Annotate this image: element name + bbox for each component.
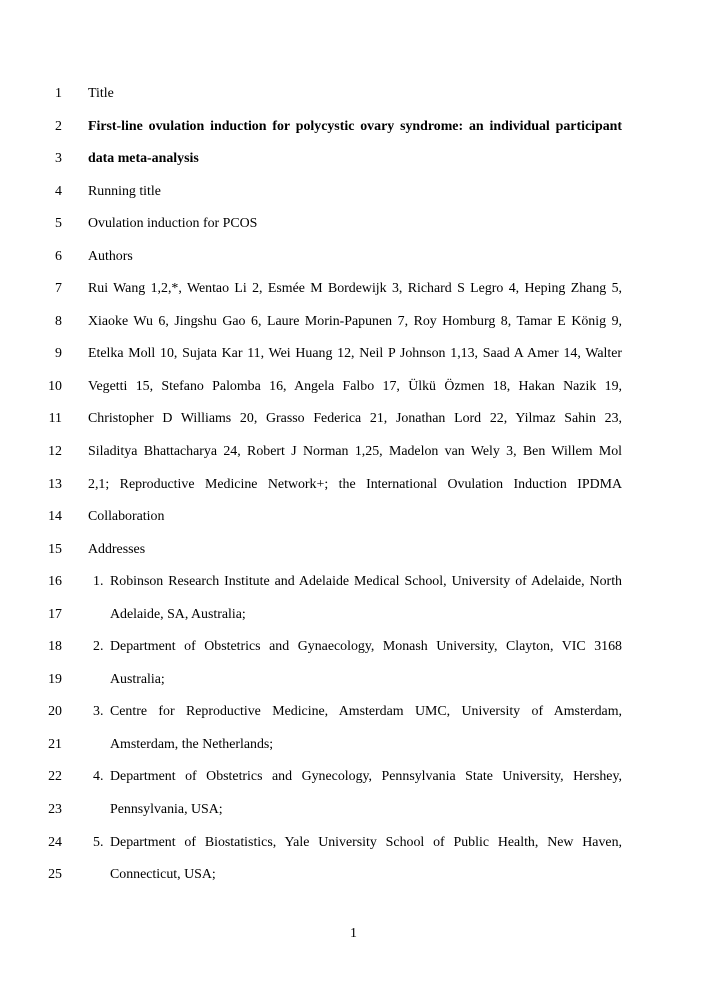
line-text	[88, 371, 622, 404]
list-marker: 5.	[93, 834, 104, 850]
page-number: 1	[350, 926, 357, 941]
line-number: 23	[48, 802, 62, 818]
line-text	[88, 403, 622, 436]
line-content: Siladitya Bhattacharya 24, Robert J Norman 1,25, Madelon van Wely 3, Ben Willem Mol	[88, 444, 622, 460]
line-number: 24	[48, 834, 62, 850]
manuscript-line	[0, 534, 707, 567]
line-content: Department of Biostatistics, Yale University School of Public Health, New Haven,	[110, 834, 622, 850]
line-text	[88, 338, 622, 371]
line-text	[88, 696, 622, 729]
line-content: Etelka Moll 10, Sujata Kar 11, Wei Huang 12, Neil P Johnson 1,13, Saad A Amer 14, Walter	[88, 346, 622, 362]
line-number: 6	[55, 248, 62, 264]
manuscript-line	[0, 143, 707, 176]
line-content: Ovulation induction for PCOS	[88, 216, 258, 232]
line-text	[88, 241, 622, 274]
line-content: Amsterdam, the Netherlands;	[110, 736, 274, 752]
line-number: 19	[48, 671, 62, 687]
line-number: 18	[48, 639, 62, 655]
line-number: 3	[55, 151, 62, 167]
line-number: 21	[48, 736, 62, 752]
line-text	[88, 534, 622, 567]
manuscript-line	[0, 436, 707, 469]
line-content: Collaboration	[88, 509, 165, 525]
line-number: 10	[48, 378, 62, 394]
list-marker: 1.	[93, 574, 104, 590]
line-content: 2,1; Reproductive Medicine Network+; the International Ovulation Induction IPDMA	[88, 476, 622, 492]
line-content: Running title	[88, 183, 161, 199]
line-number: 8	[55, 313, 62, 329]
manuscript-line	[0, 794, 707, 827]
manuscript-line	[0, 111, 707, 144]
line-content: Xiaoke Wu 6, Jingshu Gao 6, Laure Morin-Papunen 7, Roy Homburg 8, Tamar E König 9,	[88, 313, 622, 329]
line-content: Vegetti 15, Stefano Palomba 16, Angela Falbo 17, Ülkü Özmen 18, Hakan Nazik 19,	[88, 378, 622, 394]
list-marker: 4.	[93, 769, 104, 785]
line-content: data meta-analysis	[88, 151, 199, 167]
manuscript-line	[0, 338, 707, 371]
line-number: 12	[48, 444, 62, 460]
line-number: 5	[55, 216, 62, 232]
line-number: 7	[55, 281, 62, 297]
line-text	[88, 78, 622, 111]
line-text	[88, 729, 622, 762]
manuscript-line	[0, 664, 707, 697]
line-content: Authors	[88, 248, 133, 264]
line-content: Rui Wang 1,2,*, Wentao Li 2, Esmée M Bordewijk 3, Richard S Legro 4, Heping Zhang 5,	[88, 281, 622, 297]
manuscript-line	[0, 631, 707, 664]
line-text	[88, 111, 622, 144]
list-marker: 3.	[93, 704, 104, 720]
line-text	[88, 176, 622, 209]
line-content: Centre for Reproductive Medicine, Amsterdam UMC, University of Amsterdam,	[110, 704, 622, 720]
manuscript-line	[0, 241, 707, 274]
line-text	[88, 794, 622, 827]
line-content: First-line ovulation induction for polycystic ovary syndrome: an individual participant	[88, 118, 622, 134]
line-content: Australia;	[110, 671, 165, 687]
line-text	[88, 631, 622, 664]
manuscript-body	[0, 78, 707, 892]
line-text	[88, 566, 622, 599]
line-content: Addresses	[88, 541, 146, 557]
line-content: Robinson Research Institute and Adelaide Medical School, University of Adelaide, North	[110, 574, 622, 590]
line-number: 13	[48, 476, 62, 492]
line-text	[88, 436, 622, 469]
manuscript-line	[0, 729, 707, 762]
line-number: 20	[48, 704, 62, 720]
line-content: Christopher D Williams 20, Grasso Federica 21, Jonathan Lord 22, Yilmaz Sahin 23,	[88, 411, 622, 427]
line-number: 4	[55, 183, 62, 199]
line-number: 14	[48, 509, 62, 525]
line-number: 2	[55, 118, 62, 134]
line-number: 25	[48, 867, 62, 883]
manuscript-line	[0, 176, 707, 209]
line-content: Department of Obstetrics and Gynaecology, Monash University, Clayton, VIC 3168	[110, 639, 622, 655]
manuscript-line	[0, 273, 707, 306]
line-content: Title	[88, 86, 114, 101]
manuscript-line	[0, 761, 707, 794]
manuscript-line	[0, 78, 707, 111]
line-text	[88, 859, 622, 892]
line-number: 15	[48, 541, 62, 557]
line-content: Department of Obstetrics and Gynecology, Pennsylvania State University, Hershey,	[110, 769, 622, 785]
manuscript-line	[0, 208, 707, 241]
line-text	[88, 273, 622, 306]
line-content: Pennsylvania, USA;	[110, 802, 223, 818]
line-text	[88, 469, 622, 502]
line-text	[88, 761, 622, 794]
manuscript-line	[0, 859, 707, 892]
list-marker: 2.	[93, 639, 104, 655]
line-text	[88, 501, 622, 534]
manuscript-line	[0, 469, 707, 502]
line-number: 16	[48, 574, 62, 590]
line-text	[88, 208, 622, 241]
line-text	[88, 143, 622, 176]
manuscript-line	[0, 403, 707, 436]
line-content: Connecticut, USA;	[110, 867, 216, 883]
manuscript-line	[0, 827, 707, 860]
manuscript-line	[0, 371, 707, 404]
line-number: 22	[48, 769, 62, 785]
line-text	[88, 664, 622, 697]
manuscript-line	[0, 599, 707, 632]
manuscript-line	[0, 306, 707, 339]
line-number: 9	[55, 346, 62, 362]
manuscript-line	[0, 501, 707, 534]
line-text	[88, 599, 622, 632]
manuscript-line	[0, 566, 707, 599]
line-text	[88, 306, 622, 339]
line-content: Adelaide, SA, Australia;	[110, 606, 246, 622]
line-number: 11	[48, 411, 62, 427]
line-number: 1	[55, 86, 62, 101]
line-number: 17	[48, 606, 62, 622]
line-text	[88, 827, 622, 860]
manuscript-line	[0, 696, 707, 729]
